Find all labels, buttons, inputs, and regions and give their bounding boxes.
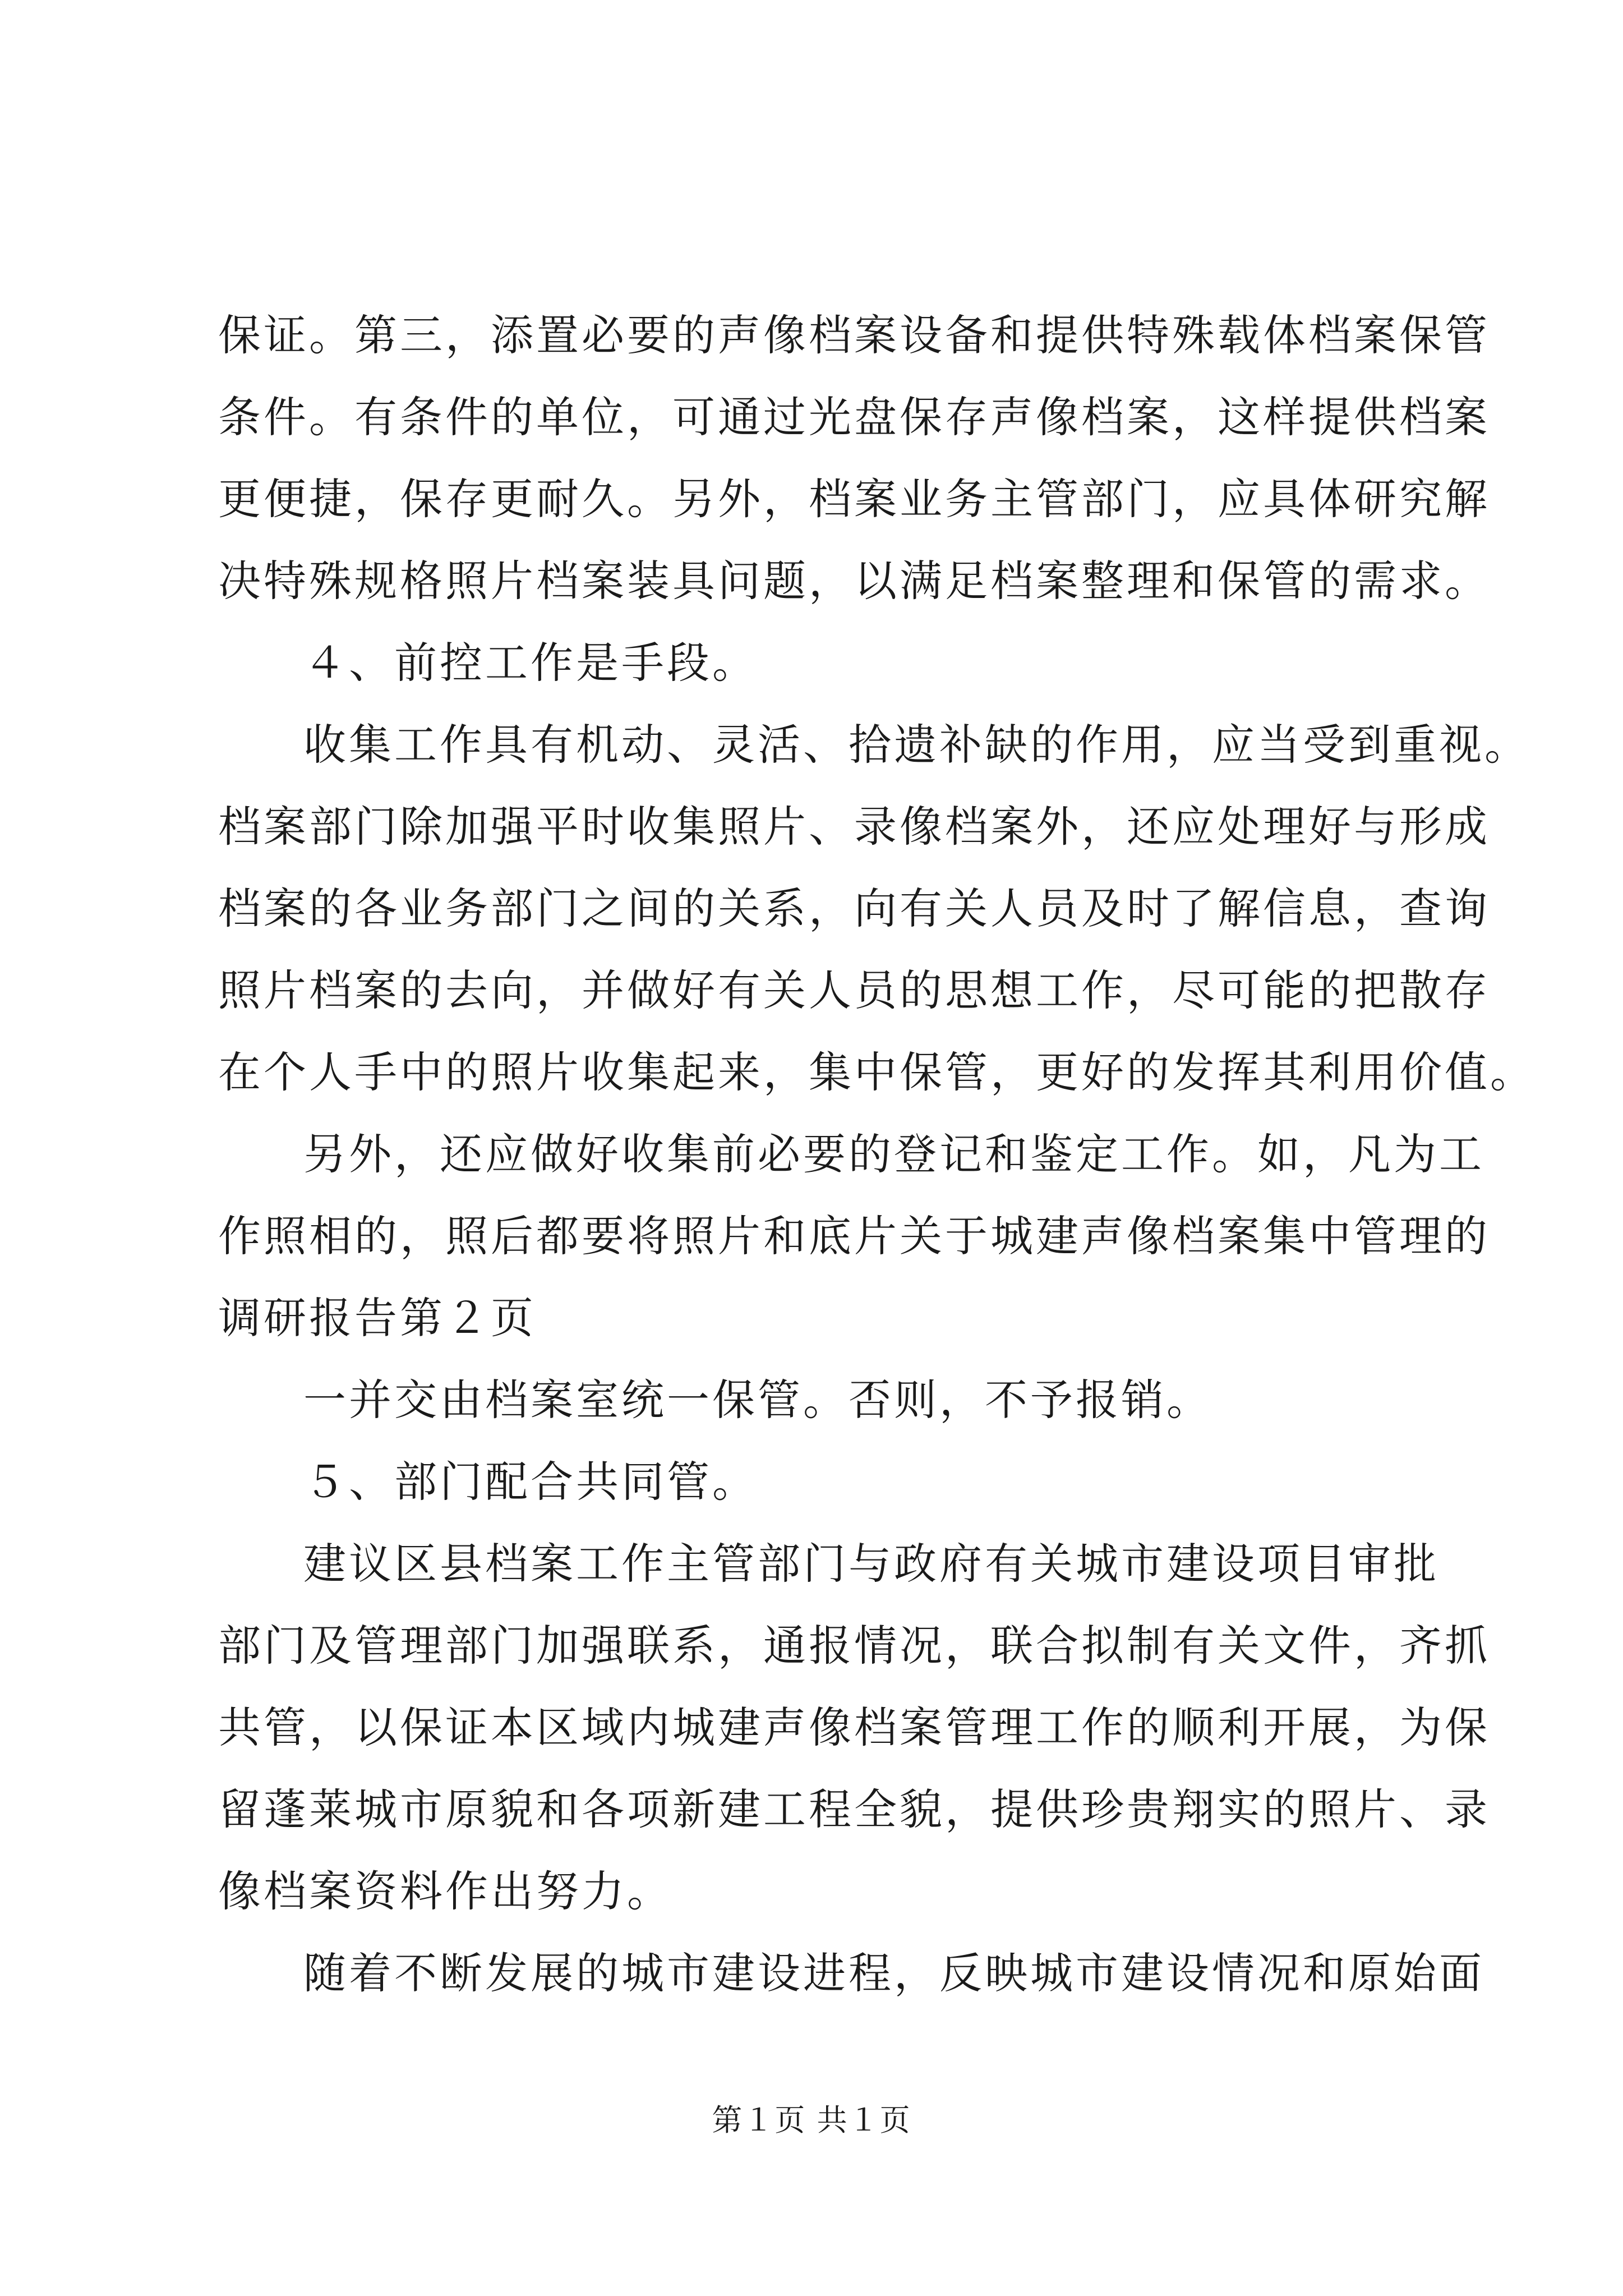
text-line: 更便捷，保存更耐久。另外，档案业务主管部门，应具体研究解 <box>218 474 1490 524</box>
text-line: 保证。第三，添置必要的声像档案设备和提供特殊载体档案保管 <box>218 310 1490 360</box>
document-body <box>218 295 1536 2014</box>
text-line: 档案部门除加强平时收集照片、录像档案外，还应处理好与形成 <box>218 802 1490 852</box>
text-line: 档案的各业务部门之间的关系，向有关人员及时了解信息，查询 <box>218 884 1490 933</box>
text-line: 作照相的，照后都要将照片和底片关于城建声像档案集中管理的 <box>218 1211 1490 1261</box>
section-heading: ４、前控工作是手段。 <box>303 638 758 688</box>
text-line: 留蓬莱城市原貌和各项新建工程全貌，提供珍贵翔实的照片、录 <box>218 1784 1490 1834</box>
page-footer: 第１页 共１页 <box>712 2102 911 2138</box>
text-line: 在个人手中的照片收集起来，集中保管，更好的发挥其利用价值。 <box>218 1047 1536 1097</box>
text-line: 照片档案的去向，并做好有关人员的思想工作，尽可能的把散存 <box>218 965 1490 1015</box>
text-line: 一并交由档案室统一保管。否则，不予报销。 <box>303 1375 1212 1425</box>
text-line: 建议区县档案工作主管部门与政府有关城市建设项目审批 <box>303 1539 1439 1589</box>
text-line: 决特殊规格照片档案装具问题，以满足档案整理和保管的需求。 <box>218 556 1490 606</box>
section-heading: ５、部门配合共同管。 <box>303 1457 758 1507</box>
text-line: 像档案资料作出努力。 <box>218 1866 672 1916</box>
text-line: 条件。有条件的单位，可通过光盘保存声像档案，这样提供档案 <box>218 392 1490 442</box>
text-line: 共管，以保证本区域内城建声像档案管理工作的顺利开展，为保 <box>218 1703 1490 1752</box>
text-line: 另外，还应做好收集前必要的登记和鉴定工作。如，凡为工 <box>303 1129 1484 1179</box>
text-line: 随着不断发展的城市建设进程，反映城市建设情况和原始面 <box>303 1948 1484 1998</box>
text-line: 调研报告第２页 <box>218 1293 536 1343</box>
text-line: 收集工作具有机动、灵活、拾遗补缺的作用，应当受到重视。 <box>303 720 1530 770</box>
text-line: 部门及管理部门加强联系，通报情况，联合拟制有关文件，齐抓 <box>218 1621 1490 1671</box>
